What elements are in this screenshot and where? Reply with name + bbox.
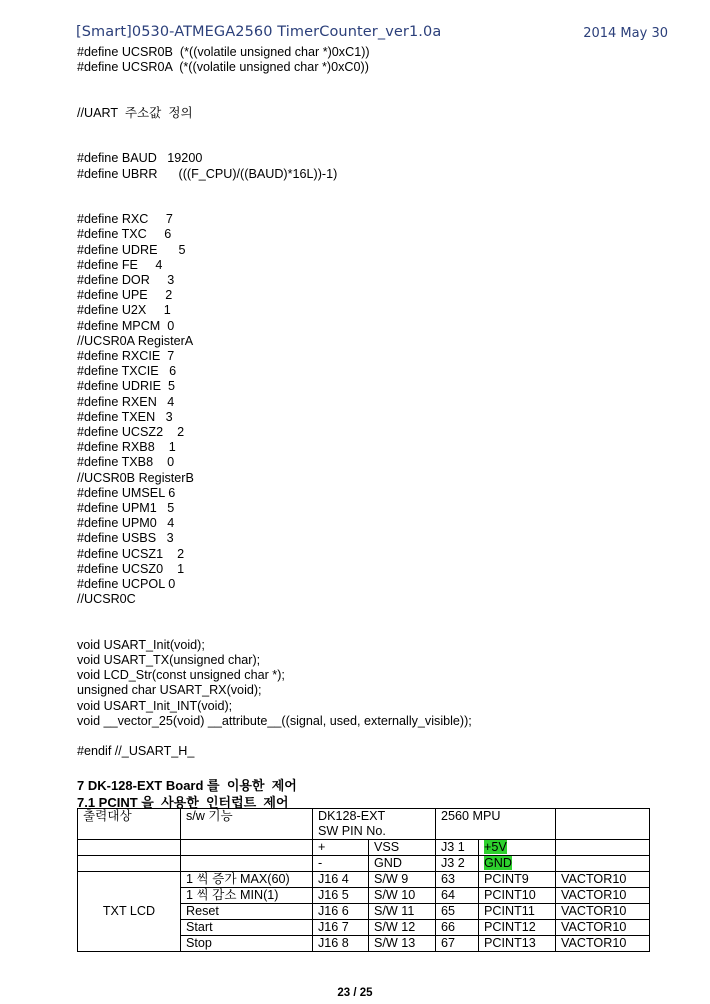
cell: PCINT13 xyxy=(479,936,556,952)
cell: VACTOR10 xyxy=(556,872,650,888)
code-line: #define UDRE 5 xyxy=(77,242,186,257)
code-line: //UCSR0B RegisterB xyxy=(77,470,194,485)
code-line: #define U2X 1 xyxy=(77,303,171,318)
cell: S/W 9 xyxy=(369,872,436,888)
cell: VSS xyxy=(369,840,436,856)
cell: + xyxy=(313,840,369,856)
code-line: #define UCSR0A (*((volatile unsigned char *)0xC0)) xyxy=(77,60,369,75)
code-line: #define UMSEL 6 xyxy=(77,485,176,500)
code-line: #define UPE 2 xyxy=(77,288,173,303)
code-line: void __vector_25(void) __attribute__((signal, used, externally_visible)); xyxy=(77,713,472,728)
header-output-target: 출력대상 xyxy=(78,809,181,840)
code-line: #define UCPOL 0 xyxy=(77,577,176,591)
header-empty xyxy=(556,809,650,840)
cell: 66 xyxy=(436,920,479,936)
cell: PCINT9 xyxy=(479,872,556,888)
cell: 67 xyxy=(436,936,479,952)
cell: Reset xyxy=(181,904,313,920)
code-line: //UCSR0A RegisterA xyxy=(77,333,194,348)
code-line: #define RXEN 4 xyxy=(77,394,175,409)
cell: J16 5 xyxy=(313,888,369,904)
cell: S/W 10 xyxy=(369,888,436,904)
table-row xyxy=(78,872,650,888)
code-line: #define TXCIE 6 xyxy=(77,364,177,379)
code-line: #define RXB8 1 xyxy=(77,440,176,455)
document-date: 2014 May 30 xyxy=(583,26,668,41)
cell: Stop xyxy=(181,936,313,952)
code-line: void LCD_Str(const unsigned char *); xyxy=(77,668,285,683)
cell: VACTOR10 xyxy=(556,904,650,920)
code-line: void USART_TX(unsigned char); xyxy=(77,653,261,667)
cell-highlighted xyxy=(479,856,556,872)
cell: J16 8 xyxy=(313,936,369,952)
header-sw-function: s/w 기능 xyxy=(181,809,313,840)
cell: J16 6 xyxy=(313,904,369,920)
code-line: #define UBRR (((F_CPU)/((BAUD)*16L))-1) xyxy=(77,166,338,181)
table-header-row xyxy=(78,809,650,840)
code-line: #define UDRIE 5 xyxy=(77,379,176,394)
cell: - xyxy=(313,856,369,872)
code-line: void USART_Init_INT(void); xyxy=(77,698,233,713)
header-dk128-ext xyxy=(313,809,436,840)
cell: 64 xyxy=(436,888,479,904)
cell: VACTOR10 xyxy=(556,920,650,936)
power-row xyxy=(78,840,650,856)
cell: 1 씩 증가 MAX(60) xyxy=(181,872,313,888)
code-line: #define MPCM 0 xyxy=(77,318,175,333)
cell: J3 2 xyxy=(436,856,479,872)
code-line: #define RXCIE 7 xyxy=(77,349,175,363)
cell: GND xyxy=(369,856,436,872)
code-line: #define UPM0 4 xyxy=(77,516,175,531)
cell: 1 씩 감소 MIN(1) xyxy=(181,888,313,904)
code-line: #endif //_USART_H_ xyxy=(77,744,195,759)
cell: S/W 12 xyxy=(369,920,436,936)
cell: PCINT11 xyxy=(479,904,556,920)
cell: S/W 13 xyxy=(369,936,436,952)
cell: J3 1 xyxy=(436,840,479,856)
code-line: #define UCSZ2 2 xyxy=(77,425,185,439)
header-2560-mpu: 2560 MPU xyxy=(436,809,556,840)
code-line: #define UPM1 5 xyxy=(77,501,175,515)
page-number: 23 / 25 xyxy=(337,987,373,999)
section-heading: 7 DK-128-EXT Board 를 이용한 제어 xyxy=(77,778,297,793)
group-label-txt-lcd: TXT LCD xyxy=(78,872,181,952)
code-line: #define UCSR0B (*((volatile unsigned char *)0xC1)) xyxy=(77,45,370,59)
document-title: [Smart]0530-ATMEGA2560 TimerCounter_ver1.0a xyxy=(76,24,442,40)
code-line: #define USBS 3 xyxy=(77,531,174,546)
code-line: void USART_Init(void); xyxy=(77,637,205,652)
code-line: #define TXC 6 xyxy=(77,227,172,242)
code-line: //UART 주소값 정의 xyxy=(77,105,193,120)
cell: PCINT12 xyxy=(479,920,556,936)
code-line: #define TXEN 3 xyxy=(77,409,173,424)
header-dk128-ext-label: DK128-EXT xyxy=(318,809,386,823)
code-line: #define UCSZ0 1 xyxy=(77,561,185,576)
power-row xyxy=(78,856,650,872)
cell: 63 xyxy=(436,872,479,888)
code-line: //UCSR0C xyxy=(77,592,136,607)
highlight-5v: +5V xyxy=(484,840,507,854)
pcint-pin-table xyxy=(77,808,650,952)
code-line: #define BAUD 19200 xyxy=(77,151,203,166)
cell: J16 7 xyxy=(313,920,369,936)
cell: VACTOR10 xyxy=(556,936,650,952)
cell: 65 xyxy=(436,904,479,920)
cell: VACTOR10 xyxy=(556,888,650,904)
cell-highlighted xyxy=(479,840,556,856)
cell: S/W 11 xyxy=(369,904,436,920)
code-line: #define TXB8 0 xyxy=(77,455,175,470)
highlight-gnd: GND xyxy=(484,856,512,870)
cell: PCINT10 xyxy=(479,888,556,904)
cell: J16 4 xyxy=(313,872,369,888)
code-line: #define FE 4 xyxy=(77,257,163,272)
subsection-heading: 7.1 PCINT 을 사용한 인터럽트 제어 xyxy=(77,795,289,810)
code-line: unsigned char USART_RX(void); xyxy=(77,683,262,698)
code-line: #define UCSZ1 2 xyxy=(77,546,185,561)
cell: Start xyxy=(181,920,313,936)
code-line: #define DOR 3 xyxy=(77,273,175,287)
header-sw-pin-no: SW PIN No. xyxy=(318,824,386,838)
code-line: #define RXC 7 xyxy=(77,212,173,227)
